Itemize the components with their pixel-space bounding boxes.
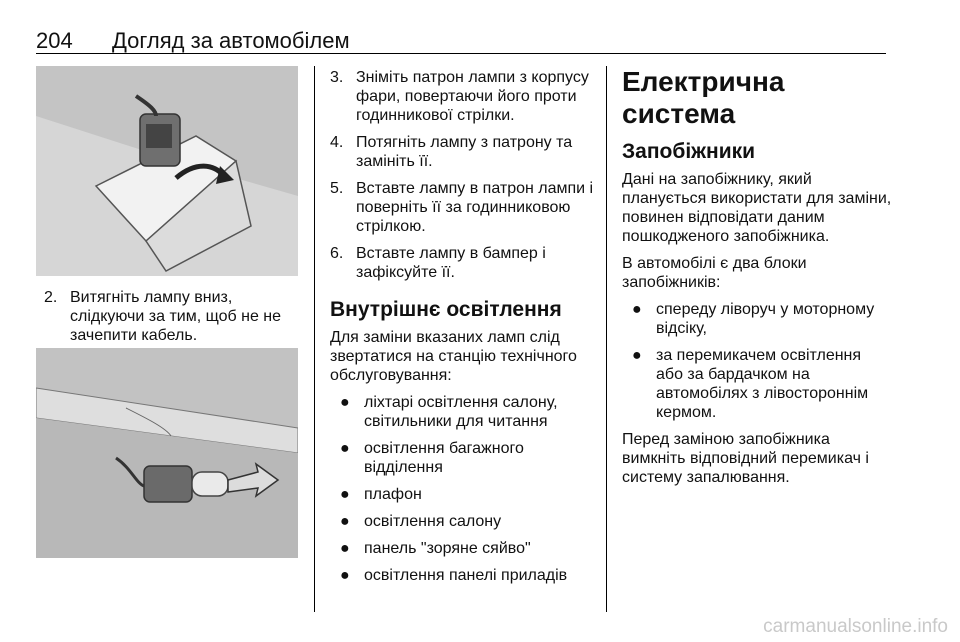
right-text bbox=[622, 66, 892, 495]
column-divider bbox=[314, 66, 315, 612]
bulb-holder-drawing bbox=[36, 66, 298, 276]
bullet-icon: ● bbox=[340, 567, 350, 584]
step-number: 4. bbox=[330, 134, 344, 151]
step-text: Вставте лампу в патрон лампи і поверніть її за годинниковою стрілкою. bbox=[356, 180, 594, 235]
left-text bbox=[44, 288, 296, 353]
list-item bbox=[330, 566, 596, 585]
list-item bbox=[330, 485, 596, 504]
page-title: Догляд за автомобілем bbox=[112, 28, 350, 53]
list-item-text: освітлення салону bbox=[364, 513, 502, 530]
illustration-bulb-removal bbox=[36, 348, 298, 558]
step-number: 5. bbox=[330, 180, 344, 197]
step-6 bbox=[330, 244, 596, 282]
section-heading-interior-lighting: Внутрішнє освітлення bbox=[330, 298, 562, 321]
middle-text bbox=[330, 68, 596, 593]
list-item bbox=[330, 393, 596, 431]
step-2 bbox=[44, 288, 296, 345]
page-number: 204 bbox=[36, 28, 73, 53]
list-item bbox=[330, 439, 596, 477]
step-text: Вставте лампу в бампер і зафіксуйте її. bbox=[356, 245, 546, 281]
bullet-icon: ● bbox=[632, 347, 642, 364]
section-intro: Для заміни вказаних ламп слід звертатися на станцію технічного обслуговування: bbox=[330, 329, 577, 384]
step-4 bbox=[330, 133, 596, 171]
header-rule bbox=[36, 53, 886, 54]
list-item-text: плафон bbox=[364, 486, 422, 503]
list-item bbox=[622, 346, 892, 422]
paragraph: В автомобілі є два блоки запобіжників: bbox=[622, 255, 807, 291]
column-divider bbox=[606, 66, 607, 612]
page-header bbox=[36, 28, 886, 54]
list-item-text: панель "зоряне сяйво" bbox=[364, 540, 531, 557]
bullet-icon: ● bbox=[340, 513, 350, 530]
paragraph: Перед заміною запобіжника вимкніть відповідний перемикач і систему запалювання. bbox=[622, 431, 869, 486]
step-number: 3. bbox=[330, 69, 344, 86]
step-text: Витягніть лампу вниз, слідкуючи за тим, щоб не не зачепити кабель. bbox=[70, 289, 282, 344]
list-item bbox=[622, 300, 892, 338]
subsection-heading-fuses: Запобіжники bbox=[622, 140, 756, 163]
list-item-text: освітлення багажного відділення bbox=[364, 440, 524, 476]
step-5 bbox=[330, 179, 596, 236]
paragraph: Дані на запобіжнику, який планується використати для заміни, повинен відповідати даним пошкодженого запобіжника. bbox=[622, 171, 892, 245]
illustration-bulb-holder bbox=[36, 66, 298, 276]
section-heading-electrical-system: Електрична система bbox=[622, 66, 785, 129]
list-item bbox=[330, 512, 596, 531]
bullet-icon: ● bbox=[340, 486, 350, 503]
step-text: Зніміть патрон лампи з корпусу фари, повертаючи його проти годинникової стрілки. bbox=[356, 69, 589, 124]
step-number: 2. bbox=[44, 289, 58, 306]
bullet-icon: ● bbox=[340, 440, 350, 457]
step-number: 6. bbox=[330, 245, 344, 262]
step-text: Потягніть лампу з патрону та замініть її. bbox=[356, 134, 573, 170]
bullet-icon: ● bbox=[632, 301, 642, 318]
bullet-icon: ● bbox=[340, 540, 350, 557]
list-item-text: за перемикачем освітлення або за бардачком на автомобілях з лівостороннім кермом. bbox=[656, 347, 869, 421]
list-item-text: ліхтарі освітлення салону, світильники для читання bbox=[364, 394, 558, 430]
list-item-text: спереду ліворуч у моторному відсіку, bbox=[656, 301, 875, 337]
list-item bbox=[330, 539, 596, 558]
watermark: carmanualsonline.info bbox=[763, 616, 948, 637]
bulb-removal-drawing bbox=[36, 348, 298, 558]
list-item-text: освітлення панелі приладів bbox=[364, 567, 568, 584]
step-3 bbox=[330, 68, 596, 125]
bullet-icon: ● bbox=[340, 394, 350, 411]
